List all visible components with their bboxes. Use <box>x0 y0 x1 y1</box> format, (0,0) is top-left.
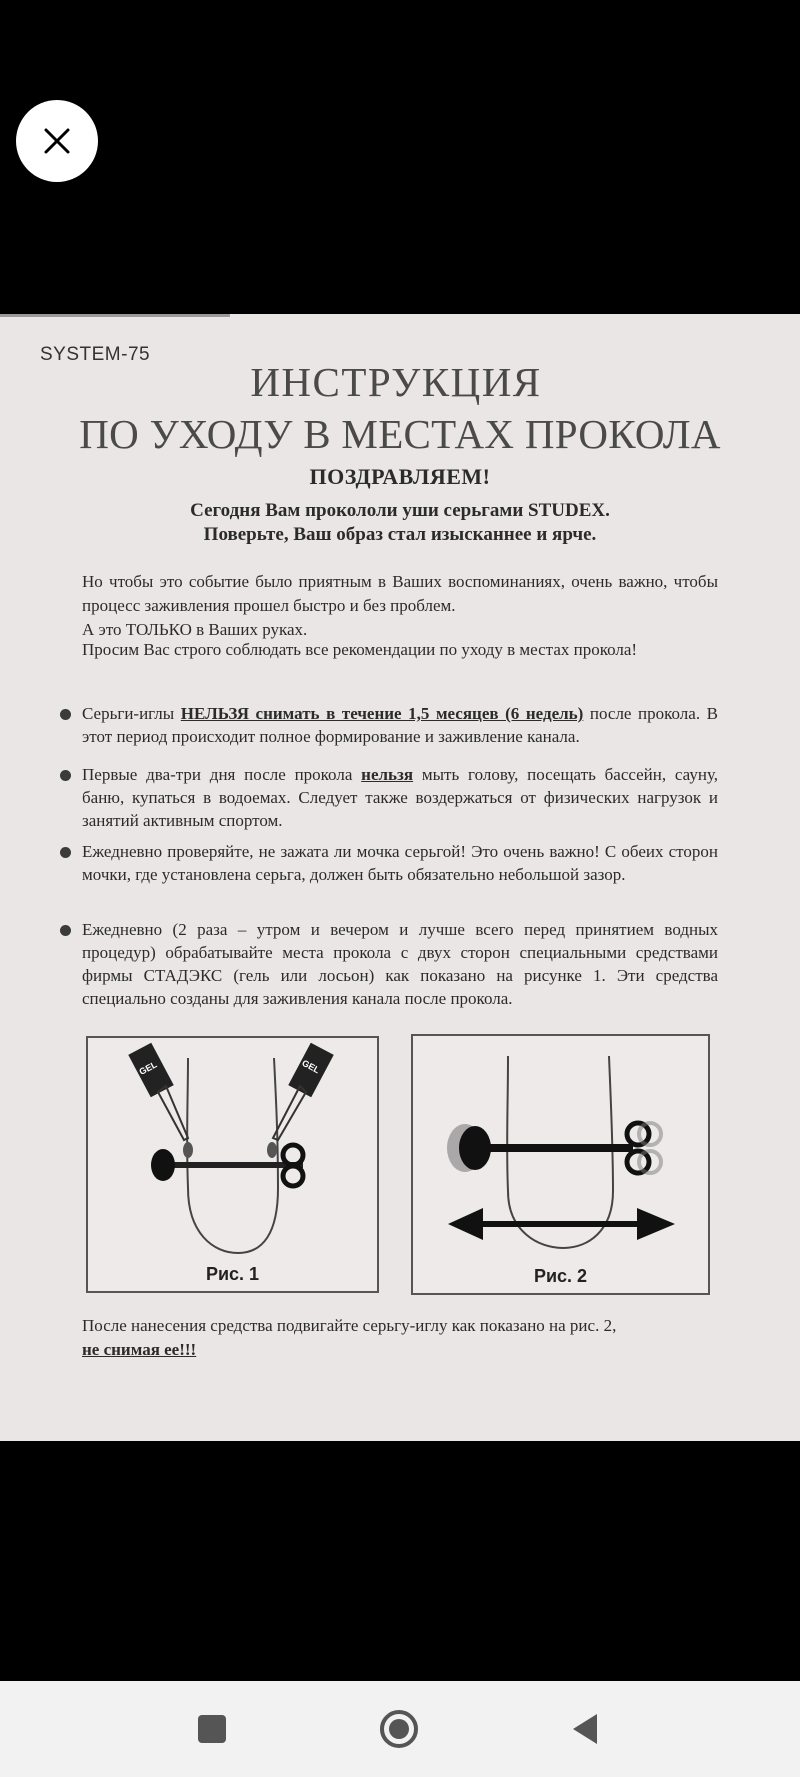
system-label: SYSTEM-75 <box>40 344 151 365</box>
bullet-text: Серьги-иглы <box>82 704 181 723</box>
bullet-item <box>82 840 718 886</box>
bullet-emphasis: НЕЛЬЗЯ снимать в течение 1,5 месяцев (6 недель) <box>180 704 584 723</box>
back-button[interactable] <box>565 1709 605 1749</box>
recents-button[interactable] <box>192 1709 232 1749</box>
figure-1-caption: Рис. 1 <box>205 1264 260 1284</box>
figure-2-illustration <box>413 1036 708 1293</box>
title-line-1: ИНСТРУКЦИЯ <box>250 359 542 405</box>
bullet-text: Первые два-три дня после прокола <box>82 765 362 784</box>
figure-1-illustration <box>88 1038 377 1291</box>
figure-1 <box>86 1036 379 1293</box>
double-arrow-icon <box>448 1208 675 1240</box>
bullet-item <box>82 702 718 748</box>
bullet-dot <box>60 925 71 936</box>
paper-edge <box>0 314 230 317</box>
gel-tube-left <box>128 1043 193 1158</box>
bullet-text: мыть голову, посещать бассейн, сауну, баню, купаться в водоемах. Следует также воздержаться от физических нагрузок и занятий активным спортом. <box>82 765 718 830</box>
bullet-dot <box>60 847 71 858</box>
bullet-text: после прокола. В этот период происходит полное формирование и заживление канала. <box>82 704 718 746</box>
square-recents-icon <box>192 1709 232 1749</box>
gel-label: GEL <box>137 1059 159 1077</box>
bullet-dot <box>60 709 71 720</box>
bullet-emphasis: нельзя <box>361 765 414 784</box>
bullet-text: Ежедневно проверяйте, не зажата ли мочка серьгой! Это очень важно! С обеих сторон мочки, где установлена серьга, должен быть обязательно небольшой зазор. <box>82 842 718 884</box>
figure-2 <box>411 1034 710 1295</box>
bullet-item <box>82 763 718 832</box>
title-line-2: ПО УХОДУ В МЕСТАХ ПРОКОЛА <box>79 411 721 457</box>
after-text: После нанесения средства подвигайте серьгу-иглу как показано на рис. 2, <box>82 1316 617 1335</box>
request-paragraph: Просим Вас строго соблюдать все рекомендации по уходу в местах прокола! <box>82 640 638 659</box>
intro-text-line2: А это ТОЛЬКО в Ваших руках. <box>82 620 308 639</box>
system-nav-bar <box>0 1681 800 1777</box>
after-emphasis: не снимая ее!!! <box>82 1340 197 1359</box>
bullet-dot <box>60 770 71 781</box>
triangle-back-icon <box>565 1709 605 1749</box>
home-button[interactable] <box>379 1709 419 1749</box>
bullet-text: Ежедневно (2 раза – утром и вечером и лучше всего перед принятием водных процедур) обрабатывайте места прокола с двух сторон специальными средствами фирмы СТАДЭКС (гель или лосьон) как показано на рисунке 1. Эти средства специально созданы для заживления канала после прокола. <box>82 920 718 1008</box>
close-button[interactable] <box>16 100 98 182</box>
after-paragraph <box>82 1314 722 1362</box>
bullet-item <box>82 918 718 1010</box>
document-photo <box>0 314 800 1441</box>
intro-text: Но чтобы это событие было приятным в Ваших воспоминаниях, очень важно, чтобы процесс заживления прошел быстро и без проблем. <box>82 572 718 615</box>
gel-label: GEL <box>300 1057 322 1076</box>
congrats-heading: ПОЗДРАВЛЯЕМ! <box>309 464 491 489</box>
subtitle-line-2: Поверьте, Ваш образ стал изысканнее и ярче. <box>203 524 597 545</box>
subtitle-line-1: Сегодня Вам прокололи уши серьгами STUDEX. <box>190 500 610 521</box>
circle-home-icon <box>379 1709 419 1749</box>
figure-2-caption: Рис. 2 <box>533 1266 588 1286</box>
close-icon <box>42 126 72 156</box>
intro-paragraph <box>82 570 718 642</box>
